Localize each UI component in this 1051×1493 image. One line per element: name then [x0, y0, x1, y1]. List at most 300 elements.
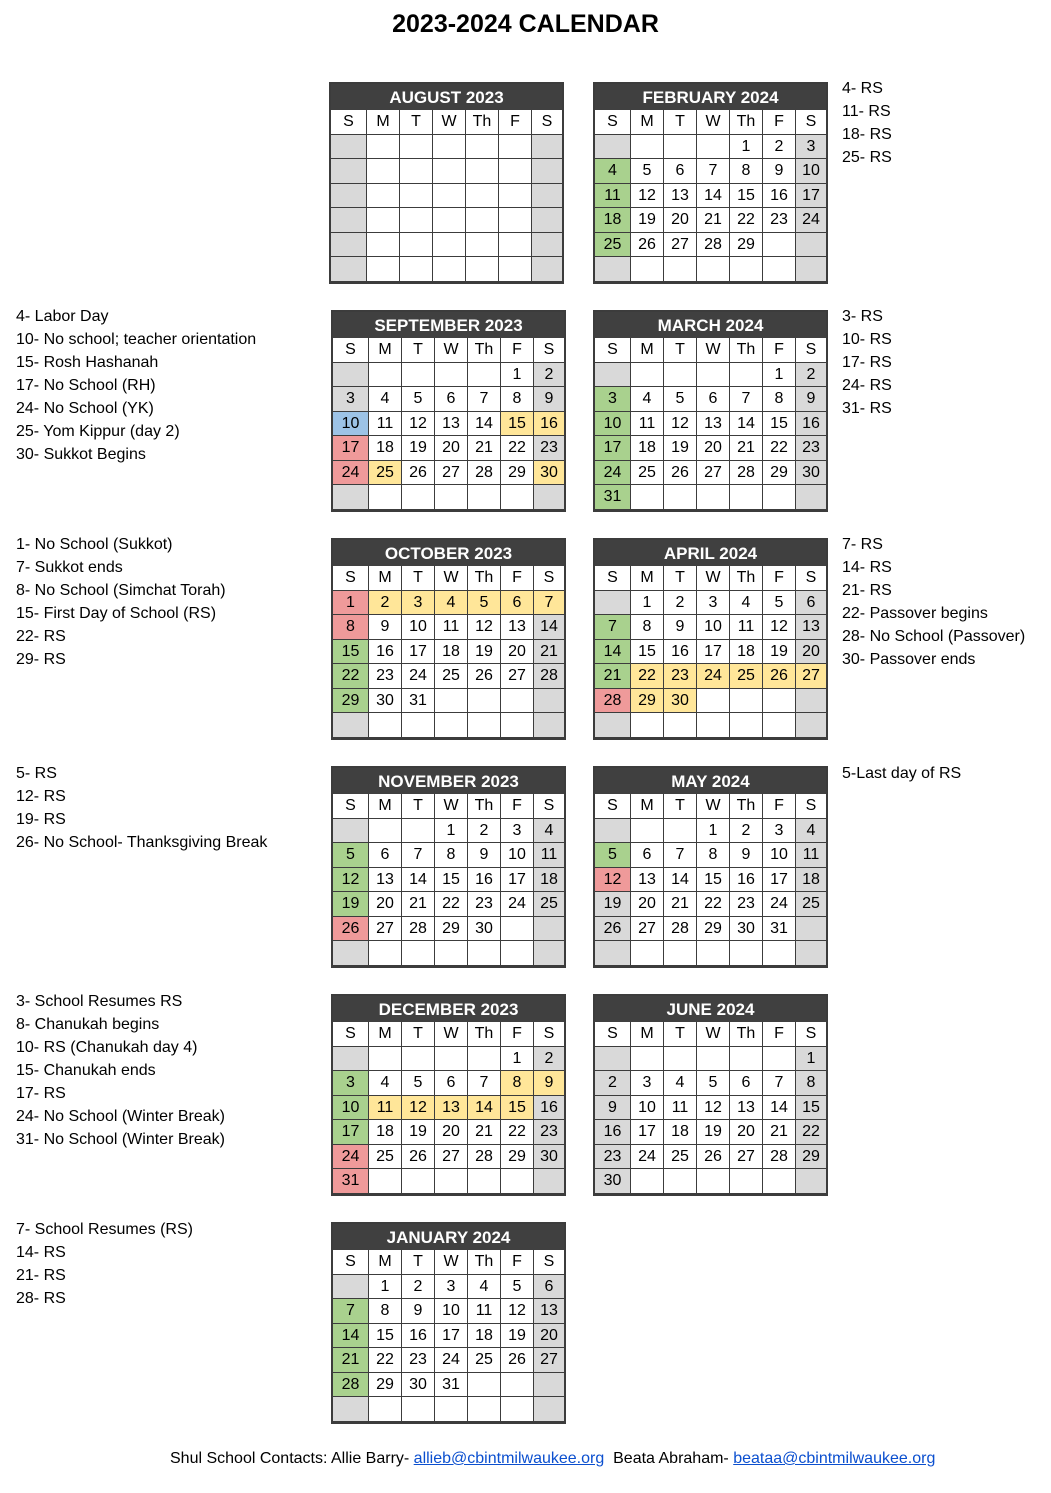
note-line: 29- RS [16, 651, 66, 668]
day-header: T [400, 110, 433, 135]
day-header: S [333, 566, 369, 591]
day-cell: 17 [595, 436, 631, 461]
day-cell: 30 [796, 461, 826, 486]
empty-day-cell [697, 941, 730, 966]
empty-day-cell [433, 233, 466, 258]
note-line: 15- Chanukah ends [16, 1062, 156, 1079]
empty-day-cell [697, 485, 730, 510]
day-cell: 17 [697, 640, 730, 665]
footer-contacts [170, 1450, 935, 1468]
empty-day-cell [435, 485, 468, 510]
empty-day-cell [664, 1047, 697, 1072]
day-cell: 6 [501, 591, 534, 616]
day-header: F [501, 1250, 534, 1275]
day-header: Th [468, 338, 501, 363]
day-cell: 28 [730, 461, 763, 486]
empty-day-cell [468, 689, 501, 714]
empty-day-cell [763, 1169, 796, 1194]
day-header: S [532, 110, 562, 135]
day-cell: 11 [369, 1096, 402, 1121]
day-cell: 29 [763, 461, 796, 486]
day-cell: 4 [468, 1275, 501, 1300]
day-cell: 22 [501, 436, 534, 461]
day-cell: 14 [534, 615, 564, 640]
empty-day-cell [367, 208, 400, 233]
day-cell: 2 [402, 1275, 435, 1300]
day-cell: 28 [402, 917, 435, 942]
day-cell: 13 [435, 1096, 468, 1121]
day-cell: 25 [369, 461, 402, 486]
day-cell: 29 [333, 689, 369, 714]
empty-day-cell [400, 208, 433, 233]
empty-day-cell [763, 713, 796, 738]
email-link-beata[interactable]: beataa@cbintmilwaukee.org [733, 1450, 936, 1467]
day-cell: 15 [501, 1096, 534, 1121]
empty-day-cell [435, 1047, 468, 1072]
day-cell: 4 [631, 387, 664, 412]
day-header: W [435, 1022, 468, 1047]
day-cell: 12 [664, 412, 697, 437]
day-cell: 6 [697, 387, 730, 412]
empty-day-cell [763, 257, 796, 282]
month-title: JANUARY 2024 [333, 1224, 564, 1250]
day-cell: 12 [595, 868, 631, 893]
day-cell: 26 [664, 461, 697, 486]
empty-day-cell [534, 485, 564, 510]
empty-day-cell [796, 233, 826, 258]
day-header: Th [730, 566, 763, 591]
day-cell: 6 [435, 1071, 468, 1096]
day-cell: 2 [763, 135, 796, 160]
empty-day-cell [595, 941, 631, 966]
day-cell: 7 [468, 1071, 501, 1096]
day-cell: 24 [333, 461, 369, 486]
day-cell: 8 [333, 615, 369, 640]
day-cell: 29 [501, 1145, 534, 1170]
empty-day-cell [331, 159, 367, 184]
note-line: 4- Labor Day [16, 308, 109, 325]
day-header: Th [730, 1022, 763, 1047]
note-line: 10- RS [842, 331, 892, 348]
note-line: 24- No School (Winter Break) [16, 1108, 225, 1125]
day-header: F [763, 338, 796, 363]
note-line: 14- RS [842, 559, 892, 576]
day-cell: 13 [369, 868, 402, 893]
note-line: 26- No School- Thanksgiving Break [16, 834, 268, 851]
day-header: W [435, 1250, 468, 1275]
empty-day-cell [402, 941, 435, 966]
day-cell: 31 [333, 1169, 369, 1194]
day-header: W [697, 338, 730, 363]
month-grid [595, 566, 826, 738]
note-line: 1- No School (Sukkot) [16, 536, 173, 553]
day-header: S [333, 338, 369, 363]
day-header: S [595, 338, 631, 363]
notes-november [16, 762, 267, 854]
day-header: S [333, 794, 369, 819]
day-cell: 25 [730, 664, 763, 689]
day-cell: 20 [664, 208, 697, 233]
day-header: Th [468, 566, 501, 591]
day-header: Th [730, 794, 763, 819]
day-cell: 18 [595, 208, 631, 233]
empty-day-cell [367, 159, 400, 184]
note-line: 21- RS [842, 582, 892, 599]
day-cell: 24 [595, 461, 631, 486]
day-cell: 16 [369, 640, 402, 665]
month-calendar-february-2024 [593, 82, 828, 284]
empty-day-cell [595, 819, 631, 844]
day-cell: 13 [501, 615, 534, 640]
day-header: S [595, 566, 631, 591]
day-header: W [697, 566, 730, 591]
empty-day-cell [763, 485, 796, 510]
empty-day-cell [499, 257, 532, 282]
note-line: 4- RS [842, 80, 883, 97]
day-cell: 31 [763, 917, 796, 942]
day-cell: 27 [501, 664, 534, 689]
day-cell: 14 [664, 868, 697, 893]
day-cell: 26 [402, 1145, 435, 1170]
day-cell: 15 [435, 868, 468, 893]
day-cell: 30 [468, 917, 501, 942]
empty-day-cell [730, 1169, 763, 1194]
month-title: MARCH 2024 [595, 312, 826, 338]
day-cell: 8 [730, 159, 763, 184]
day-cell: 21 [402, 892, 435, 917]
empty-day-cell [763, 1047, 796, 1072]
empty-day-cell [331, 184, 367, 209]
day-cell: 19 [501, 1324, 534, 1349]
empty-day-cell [433, 135, 466, 160]
day-header: F [763, 110, 796, 135]
note-line: 7- School Resumes (RS) [16, 1221, 193, 1238]
empty-day-cell [400, 159, 433, 184]
empty-day-cell [730, 1047, 763, 1072]
month-title: APRIL 2024 [595, 540, 826, 566]
notes-october [16, 533, 226, 671]
day-cell: 18 [369, 436, 402, 461]
day-cell: 24 [796, 208, 826, 233]
day-cell: 4 [369, 1071, 402, 1096]
day-header: S [534, 1250, 564, 1275]
day-cell: 7 [763, 1071, 796, 1096]
empty-day-cell [631, 363, 664, 388]
empty-day-cell [796, 713, 826, 738]
day-header: T [664, 110, 697, 135]
day-header: T [664, 566, 697, 591]
day-header: S [333, 1250, 369, 1275]
note-line: 21- RS [16, 1267, 66, 1284]
day-cell: 22 [501, 1120, 534, 1145]
empty-day-cell [534, 1169, 564, 1194]
empty-day-cell [331, 208, 367, 233]
day-cell: 10 [501, 843, 534, 868]
empty-day-cell [435, 713, 468, 738]
note-line: 28- No School (Passover) [842, 628, 1026, 645]
day-cell: 13 [435, 412, 468, 437]
day-cell: 10 [631, 1096, 664, 1121]
day-cell: 22 [697, 892, 730, 917]
day-header: F [501, 566, 534, 591]
day-cell: 20 [435, 1120, 468, 1145]
empty-day-cell [466, 233, 499, 258]
day-header: T [402, 1250, 435, 1275]
day-cell: 24 [697, 664, 730, 689]
day-cell: 19 [664, 436, 697, 461]
day-cell: 18 [435, 640, 468, 665]
day-cell: 24 [631, 1145, 664, 1170]
empty-day-cell [333, 1275, 369, 1300]
day-cell: 8 [631, 615, 664, 640]
day-cell: 7 [595, 615, 631, 640]
empty-day-cell [534, 917, 564, 942]
empty-day-cell [796, 917, 826, 942]
empty-day-cell [501, 1169, 534, 1194]
day-header: T [402, 566, 435, 591]
empty-day-cell [664, 485, 697, 510]
day-cell: 10 [333, 1096, 369, 1121]
month-title: DECEMBER 2023 [333, 996, 564, 1022]
day-cell: 29 [435, 917, 468, 942]
note-line: 15- First Day of School (RS) [16, 605, 217, 622]
day-cell: 27 [369, 917, 402, 942]
day-cell: 23 [664, 664, 697, 689]
day-cell: 4 [369, 387, 402, 412]
day-cell: 7 [730, 387, 763, 412]
day-cell: 6 [534, 1275, 564, 1300]
day-cell: 26 [501, 1348, 534, 1373]
empty-day-cell [631, 135, 664, 160]
day-cell: 25 [369, 1145, 402, 1170]
day-cell: 12 [333, 868, 369, 893]
day-cell: 15 [763, 412, 796, 437]
day-cell: 14 [468, 412, 501, 437]
day-cell: 26 [697, 1145, 730, 1170]
day-cell: 16 [468, 868, 501, 893]
day-cell: 3 [435, 1275, 468, 1300]
empty-day-cell [532, 159, 562, 184]
empty-day-cell [433, 257, 466, 282]
day-cell: 10 [595, 412, 631, 437]
day-cell: 27 [796, 664, 826, 689]
empty-day-cell [534, 1397, 564, 1422]
day-header: F [501, 338, 534, 363]
note-line: 19- RS [16, 811, 66, 828]
day-cell: 1 [435, 819, 468, 844]
empty-day-cell [402, 485, 435, 510]
email-link-allie[interactable]: allieb@cbintmilwaukee.org [413, 1450, 605, 1467]
day-cell: 3 [796, 135, 826, 160]
day-cell: 21 [333, 1348, 369, 1373]
day-cell: 25 [631, 461, 664, 486]
day-cell: 10 [333, 412, 369, 437]
day-cell: 29 [501, 461, 534, 486]
day-cell: 26 [595, 917, 631, 942]
empty-day-cell [532, 257, 562, 282]
empty-day-cell [730, 363, 763, 388]
empty-day-cell [468, 713, 501, 738]
day-cell: 13 [796, 615, 826, 640]
day-cell: 10 [697, 615, 730, 640]
month-title: OCTOBER 2023 [333, 540, 564, 566]
day-cell: 26 [333, 917, 369, 942]
empty-day-cell [468, 363, 501, 388]
day-cell: 5 [333, 843, 369, 868]
day-header: Th [468, 794, 501, 819]
empty-day-cell [400, 184, 433, 209]
day-cell: 18 [468, 1324, 501, 1349]
day-header: S [595, 110, 631, 135]
day-cell: 12 [501, 1299, 534, 1324]
notes-march [842, 305, 892, 420]
day-cell: 24 [501, 892, 534, 917]
day-cell: 17 [763, 868, 796, 893]
day-cell: 28 [763, 1145, 796, 1170]
day-cell: 3 [333, 1071, 369, 1096]
day-header: S [796, 1022, 826, 1047]
day-cell: 20 [796, 640, 826, 665]
day-cell: 10 [796, 159, 826, 184]
empty-day-cell [730, 689, 763, 714]
day-cell: 18 [730, 640, 763, 665]
month-calendar-october-2023 [331, 538, 566, 740]
day-cell: 14 [402, 868, 435, 893]
day-cell: 31 [595, 485, 631, 510]
day-cell: 18 [664, 1120, 697, 1145]
day-header: S [595, 794, 631, 819]
day-cell: 4 [435, 591, 468, 616]
day-cell: 16 [796, 412, 826, 437]
day-cell: 11 [534, 843, 564, 868]
empty-day-cell [331, 135, 367, 160]
day-cell: 15 [796, 1096, 826, 1121]
footer-prefix: Shul School Contacts: Allie Barry- [170, 1450, 414, 1467]
month-calendar-march-2024 [593, 310, 828, 512]
month-calendar-november-2023 [331, 766, 566, 968]
day-cell: 3 [333, 387, 369, 412]
empty-day-cell [664, 1169, 697, 1194]
month-grid [333, 338, 564, 510]
day-cell: 18 [796, 868, 826, 893]
day-cell: 30 [534, 461, 564, 486]
month-calendar-april-2024 [593, 538, 828, 740]
day-cell: 23 [369, 664, 402, 689]
empty-day-cell [697, 689, 730, 714]
day-cell: 7 [333, 1299, 369, 1324]
day-cell: 16 [730, 868, 763, 893]
month-title: FEBRUARY 2024 [595, 84, 826, 110]
day-cell: 11 [595, 184, 631, 209]
day-cell: 23 [534, 1120, 564, 1145]
day-cell: 1 [333, 591, 369, 616]
empty-day-cell [697, 363, 730, 388]
empty-day-cell [367, 233, 400, 258]
day-cell: 26 [402, 461, 435, 486]
month-title: SEPTEMBER 2023 [333, 312, 564, 338]
empty-day-cell [501, 713, 534, 738]
month-grid [331, 110, 562, 282]
day-cell: 23 [534, 436, 564, 461]
month-title: MAY 2024 [595, 768, 826, 794]
empty-day-cell [468, 941, 501, 966]
day-cell: 20 [534, 1324, 564, 1349]
day-cell: 19 [402, 1120, 435, 1145]
day-cell: 10 [763, 843, 796, 868]
day-cell: 12 [697, 1096, 730, 1121]
day-header: T [402, 1022, 435, 1047]
day-header: S [796, 794, 826, 819]
month-grid [333, 794, 564, 966]
empty-day-cell [763, 233, 796, 258]
day-cell: 8 [369, 1299, 402, 1324]
day-header: F [763, 794, 796, 819]
day-cell: 5 [631, 159, 664, 184]
day-cell: 22 [796, 1120, 826, 1145]
empty-day-cell [433, 184, 466, 209]
day-header: S [534, 566, 564, 591]
empty-day-cell [435, 1169, 468, 1194]
empty-day-cell [697, 713, 730, 738]
empty-day-cell [763, 941, 796, 966]
day-cell: 20 [369, 892, 402, 917]
day-cell: 27 [534, 1348, 564, 1373]
month-calendar-june-2024 [593, 994, 828, 1196]
empty-day-cell [501, 1373, 534, 1398]
month-grid [595, 1022, 826, 1194]
day-cell: 18 [631, 436, 664, 461]
empty-day-cell [796, 485, 826, 510]
empty-day-cell [501, 917, 534, 942]
empty-day-cell [466, 159, 499, 184]
empty-day-cell [333, 713, 369, 738]
day-cell: 13 [664, 184, 697, 209]
empty-day-cell [631, 1047, 664, 1072]
empty-day-cell [796, 941, 826, 966]
day-header: S [796, 566, 826, 591]
month-grid [595, 794, 826, 966]
day-cell: 8 [501, 1071, 534, 1096]
day-cell: 23 [595, 1145, 631, 1170]
day-cell: 16 [595, 1120, 631, 1145]
day-cell: 4 [664, 1071, 697, 1096]
notes-may [842, 762, 961, 785]
day-cell: 12 [402, 1096, 435, 1121]
day-header: Th [468, 1250, 501, 1275]
day-cell: 21 [468, 1120, 501, 1145]
day-cell: 2 [595, 1071, 631, 1096]
day-header: T [664, 338, 697, 363]
day-cell: 2 [534, 363, 564, 388]
month-grid [333, 1250, 564, 1422]
note-line: 8- No School (Simchat Torah) [16, 582, 226, 599]
day-cell: 28 [468, 461, 501, 486]
empty-day-cell [595, 713, 631, 738]
empty-day-cell [631, 1169, 664, 1194]
day-cell: 7 [402, 843, 435, 868]
day-cell: 14 [333, 1324, 369, 1349]
day-cell: 25 [534, 892, 564, 917]
day-cell: 19 [333, 892, 369, 917]
day-cell: 11 [631, 412, 664, 437]
day-cell: 23 [763, 208, 796, 233]
day-cell: 2 [534, 1047, 564, 1072]
day-cell: 18 [369, 1120, 402, 1145]
day-cell: 28 [333, 1373, 369, 1398]
month-title: JUNE 2024 [595, 996, 826, 1022]
day-header: Th [730, 110, 763, 135]
day-cell: 3 [763, 819, 796, 844]
